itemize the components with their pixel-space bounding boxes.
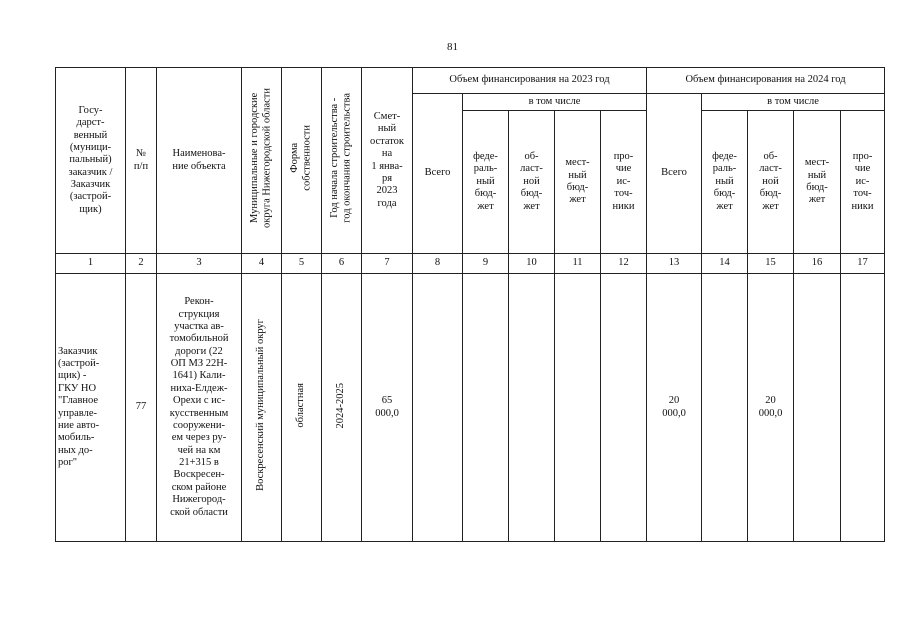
col-num: 15 — [748, 254, 794, 274]
header-number: № п/п — [126, 68, 157, 254]
row-municipality-text: Воскресенский муниципальный округ — [255, 319, 267, 492]
row-customer: Заказчик (застрой- щик) - ГКУ НО "Главное управле- ние авто- мобиль- ных до- рог" — [56, 274, 126, 542]
header-including-2024: в том числе — [702, 94, 885, 111]
header-ownership-text: Форма собственности — [289, 125, 313, 192]
col-num: 1 — [56, 254, 126, 274]
header-regional-2023: об- ласт- ной бюд- жет — [509, 111, 555, 254]
row-other-2023 — [601, 274, 647, 542]
row-regional-2024: 20 000,0 — [748, 274, 794, 542]
header-other-2024: про- чие ис- точ- ники — [841, 111, 885, 254]
header-ownership — [282, 68, 322, 254]
row-number: 77 — [126, 274, 157, 542]
col-num: 7 — [362, 254, 413, 274]
row-other-2024 — [841, 274, 885, 542]
col-num: 5 — [282, 254, 322, 274]
col-num: 12 — [601, 254, 647, 274]
row-federal-2023 — [463, 274, 509, 542]
col-num: 16 — [794, 254, 841, 274]
header-years-text: Год начала строительства - год окончания строительства — [329, 93, 353, 224]
row-estimate: 65 000,0 — [362, 274, 413, 542]
header-other-2023: про- чие ис- точ- ники — [601, 111, 647, 254]
row-federal-2024 — [702, 274, 748, 542]
header-including-2023: в том числе — [463, 94, 647, 111]
row-local-2023 — [555, 274, 601, 542]
row-years-text: 2024-2025 — [335, 382, 347, 429]
col-num: 13 — [647, 254, 702, 274]
col-num: 10 — [509, 254, 555, 274]
col-num: 11 — [555, 254, 601, 274]
header-estimate: Смет- ный остаток на 1 янва- ря 2023 года — [362, 68, 413, 254]
financing-table — [55, 67, 885, 542]
col-num: 8 — [413, 254, 463, 274]
col-num: 2 — [126, 254, 157, 274]
header-object-name: Наименова- ние объекта — [157, 68, 242, 254]
col-num: 17 — [841, 254, 885, 274]
col-num: 6 — [322, 254, 362, 274]
col-num: 9 — [463, 254, 509, 274]
page-number: 81 — [447, 41, 458, 53]
header-funding-2023: Объем финансирования на 2023 год — [413, 68, 647, 94]
row-object-name: Рекон- струкция участка ав- томобильной дороги (22 ОП МЗ 22Н- 1641) Кали- ниха-Елдеж- Орехи с ис- кусственным сооружени- ем через ру- чей на км 21+315 в Воскресен- ском районе Нижегород- ской области — [157, 274, 242, 542]
header-funding-2024: Объем финансирования на 2024 год — [647, 68, 885, 94]
header-federal-2024: феде- раль- ный бюд- жет — [702, 111, 748, 254]
header-total-2023: Всего — [413, 94, 463, 254]
table-row — [56, 274, 885, 542]
header-customer: Госу- дарст- венный (муници- пальный) заказчик / Заказчик (застрой- щик) — [56, 68, 126, 254]
col-num: 4 — [242, 254, 282, 274]
row-years — [322, 274, 362, 542]
row-local-2024 — [794, 274, 841, 542]
header-local-2023: мест- ный бюд- жет — [555, 111, 601, 254]
row-ownership-text: областная — [295, 383, 307, 428]
header-federal-2023: феде- раль- ный бюд- жет — [463, 111, 509, 254]
header-row-1 — [56, 68, 885, 94]
row-total-2024: 20 000,0 — [647, 274, 702, 542]
header-total-2024: Всего — [647, 94, 702, 254]
row-regional-2023 — [509, 274, 555, 542]
row-municipality — [242, 274, 282, 542]
header-municipality-text: Муниципальные и городские округа Нижегородской области — [249, 88, 273, 229]
row-total-2023 — [413, 274, 463, 542]
header-years — [322, 68, 362, 254]
header-municipality — [242, 68, 282, 254]
header-local-2024: мест- ный бюд- жет — [794, 111, 841, 254]
column-number-row — [56, 254, 885, 274]
row-ownership — [282, 274, 322, 542]
header-regional-2024: об- ласт- ной бюд- жет — [748, 111, 794, 254]
col-num: 3 — [157, 254, 242, 274]
col-num: 14 — [702, 254, 748, 274]
